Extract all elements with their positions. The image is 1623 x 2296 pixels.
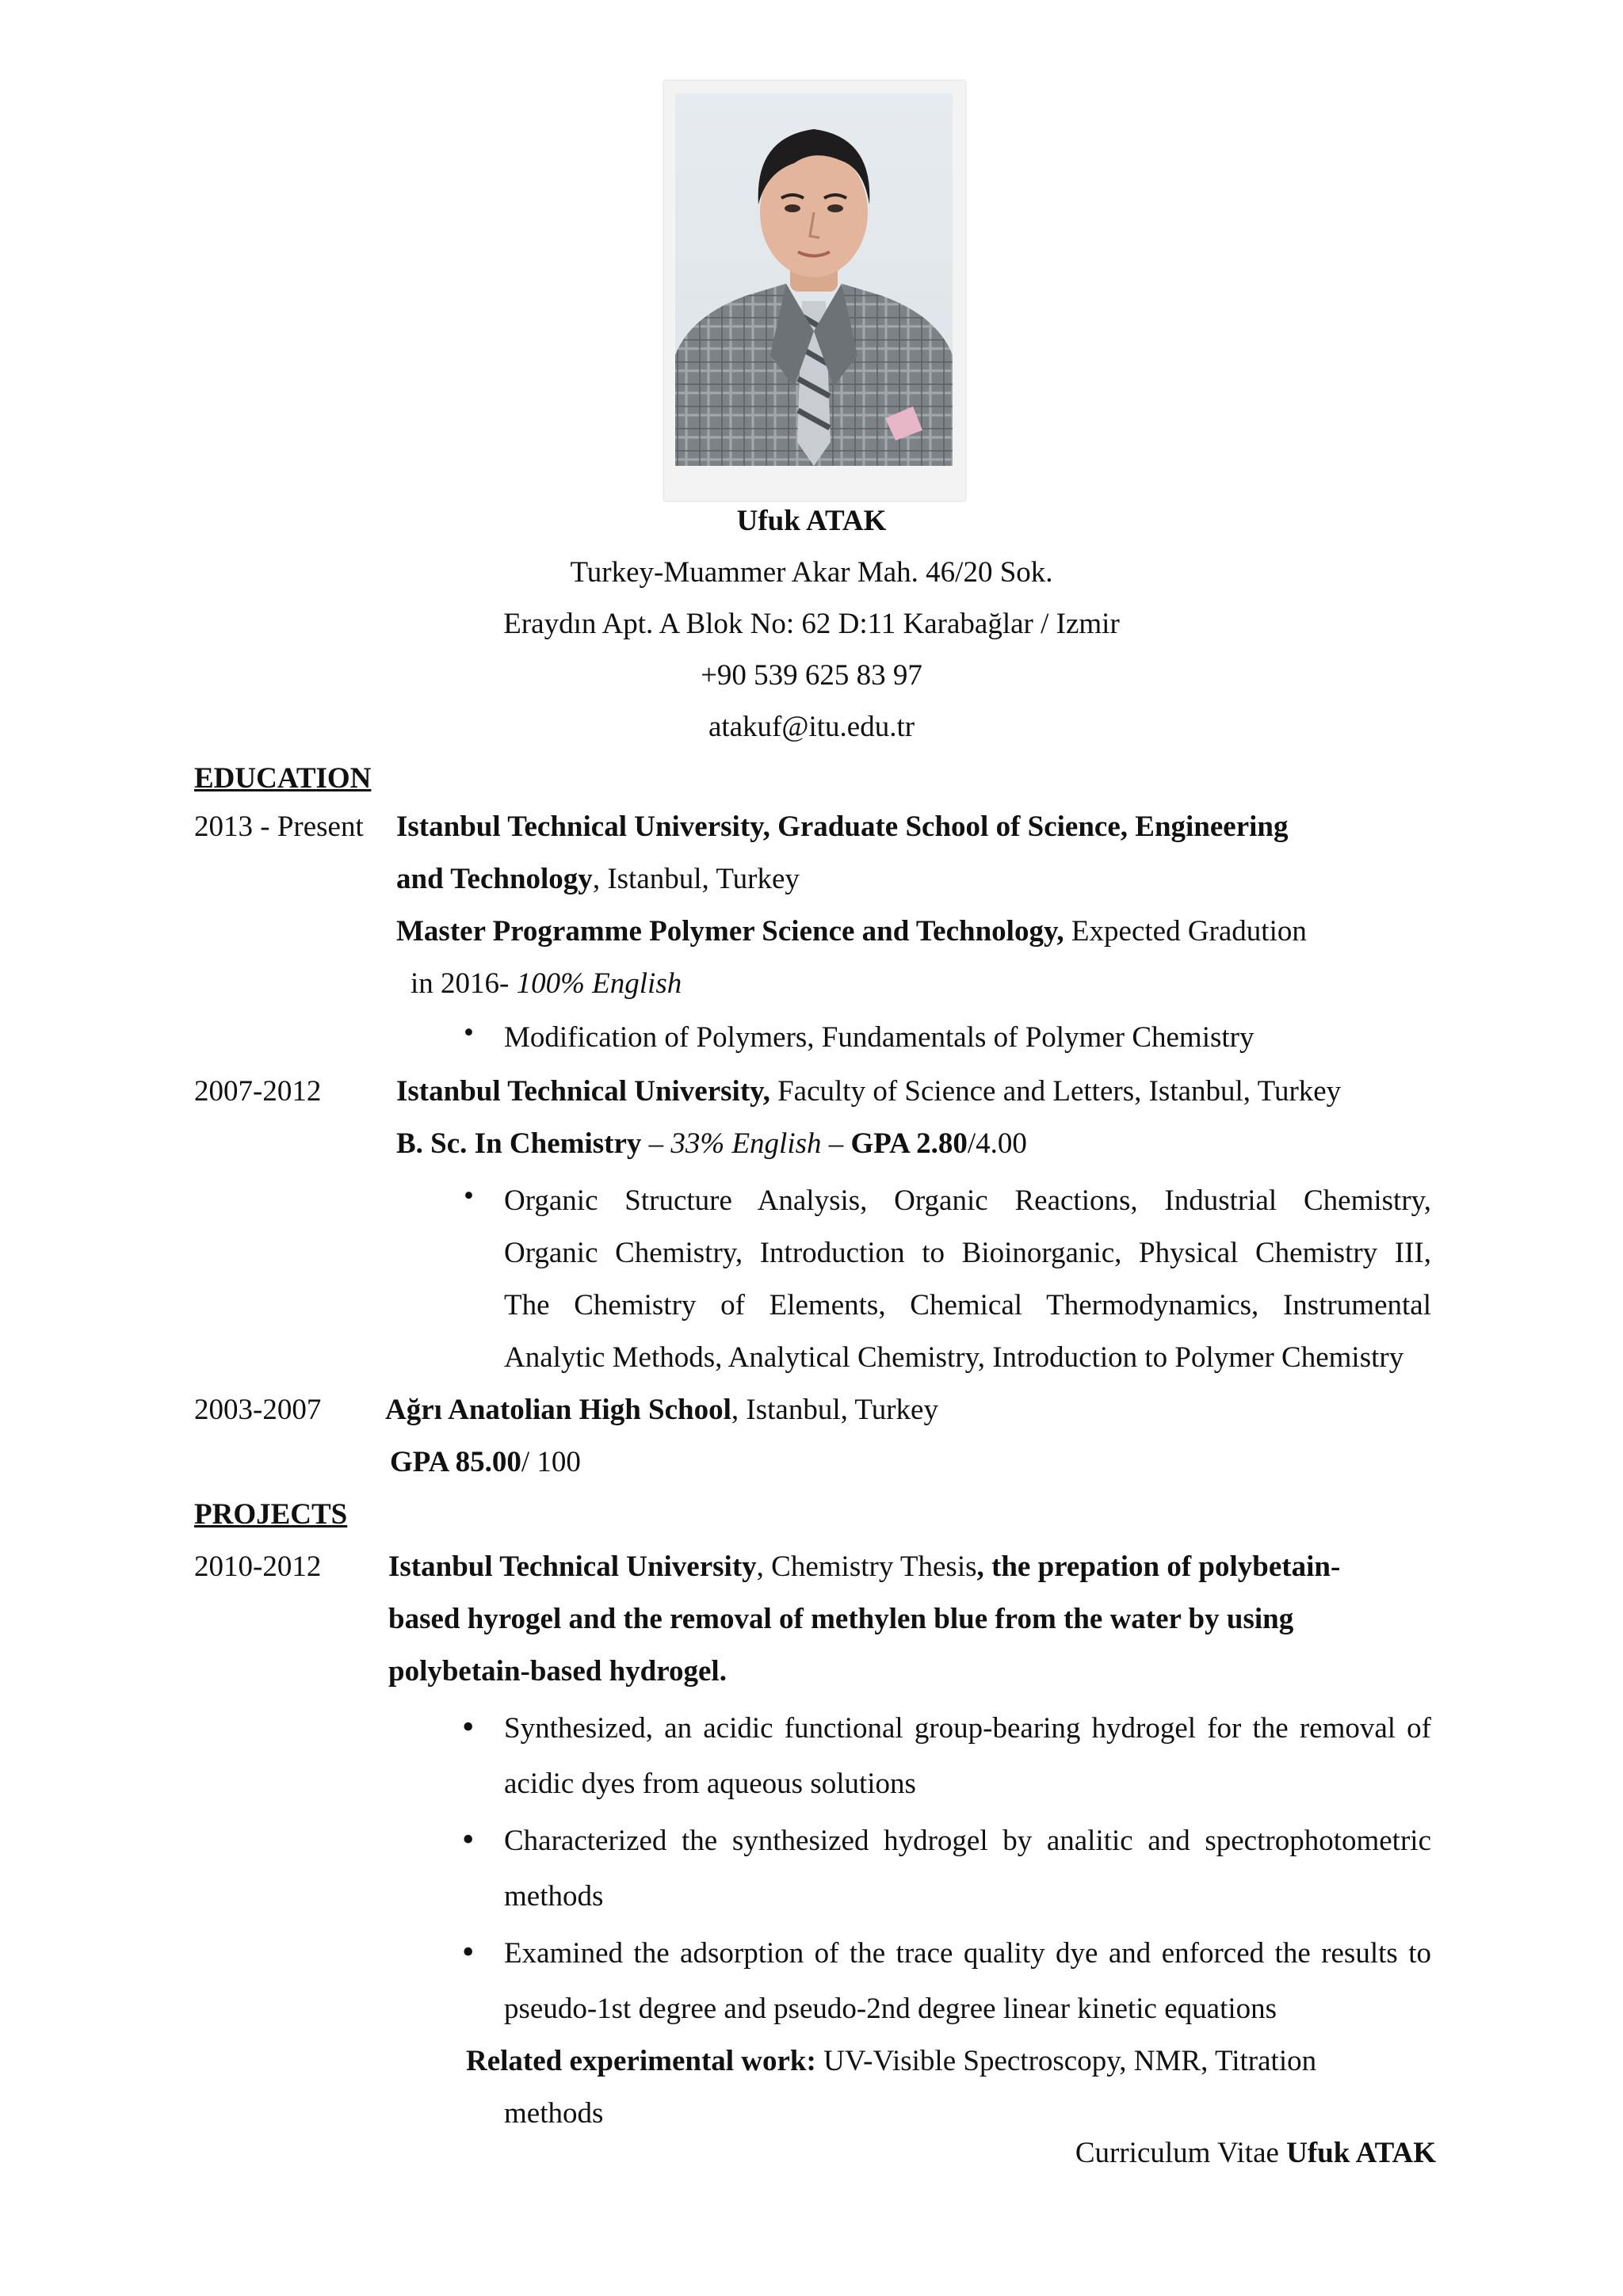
education-3-date: 2003-2007 xyxy=(194,1394,322,1426)
project-1-bullet-1-line-1: Synthesized, an acidic functional group-bearing hydrogel for the removal of xyxy=(504,1712,1431,1745)
project-1-related-work-line-2: methods xyxy=(504,2097,604,2130)
education-1-date: 2013 - Present xyxy=(194,810,364,843)
education-1-bullet-1: Modification of Polymers, Fundamentals of Polymer Chemistry xyxy=(504,1021,1254,1054)
project-1-line-1: Istanbul Technical University, Chemistry Thesis, the prepation of polybetain- xyxy=(388,1550,1341,1583)
education-1-line-1: Istanbul Technical University, Graduate School of Science, Engineering xyxy=(396,810,1289,843)
education-2-bullet-line-2: Organic Chemistry, Introduction to Bioinorganic, Physical Chemistry III, xyxy=(504,1237,1431,1269)
education-3-line-2: GPA 85.00/ 100 xyxy=(390,1446,581,1478)
education-1-line-2: and Technology, Istanbul, Turkey xyxy=(396,863,800,895)
project-1-bullet-1-line-2: acidic dyes from aqueous solutions xyxy=(504,1768,916,1800)
address-line-1: Turkey-Muammer Akar Mah. 46/20 Sok. xyxy=(570,556,1053,589)
education-3-line-1: Ağrı Anatolian High School, Istanbul, Turkey xyxy=(385,1394,938,1426)
bullet-icon: • xyxy=(462,1820,475,1859)
education-2-bullet-line-3: The Chemistry of Elements, Chemical Thermodynamics, Instrumental xyxy=(504,1289,1431,1322)
address-line-2: Eraydın Apt. A Blok No: 62 D:11 Karabağlar / Izmir xyxy=(503,608,1120,640)
project-1-bullet-2-line-1: Characterized the synthesized hydrogel by analitic and spectrophotometric xyxy=(504,1825,1431,1857)
bullet-icon: • xyxy=(464,1016,474,1049)
phone-number: +90 539 625 83 97 xyxy=(701,659,922,692)
project-1-bullet-2-line-2: methods xyxy=(504,1880,604,1913)
project-1-line-2: based hyrogel and the removal of methylen blue from the water by using xyxy=(388,1603,1294,1635)
email-address: atakuf@itu.edu.tr xyxy=(708,711,915,743)
education-2-line-1: Istanbul Technical University, Faculty of Science and Letters, Istanbul, Turkey xyxy=(396,1075,1342,1108)
project-1-bullet-3-line-2: pseudo-1st degree and pseudo-2nd degree linear kinetic equations xyxy=(504,1993,1277,2025)
project-1-line-3: polybetain-based hydrogel. xyxy=(388,1655,727,1688)
projects-heading: PROJECTS xyxy=(194,1498,348,1531)
education-1-line-3: Master Programme Polymer Science and Technology, Expected Gradution xyxy=(396,915,1307,948)
candidate-name: Ufuk ATAK xyxy=(736,505,887,537)
project-1-date: 2010-2012 xyxy=(194,1550,322,1583)
profile-photo-frame xyxy=(664,81,965,501)
education-2-bullet-line-1: Organic Structure Analysis, Organic Reactions, Industrial Chemistry, xyxy=(504,1184,1431,1217)
footer-label: Curriculum Vitae Ufuk ATAK xyxy=(1075,2137,1436,2169)
education-2-date: 2007-2012 xyxy=(194,1075,322,1108)
bullet-icon: • xyxy=(462,1932,475,1971)
education-2-line-2: B. Sc. In Chemistry – 33% English – GPA 2.80/4.00 xyxy=(396,1127,1027,1160)
project-1-bullet-3-line-1: Examined the adsorption of the trace quality dye and enforced the results to xyxy=(504,1937,1431,1970)
bullet-icon: • xyxy=(462,1707,475,1746)
bullet-icon: • xyxy=(464,1180,474,1212)
profile-photo xyxy=(675,93,953,466)
project-1-related-work: Related experimental work: UV-Visible Spectroscopy, NMR, Titration xyxy=(466,2045,1317,2077)
education-1-line-4: in 2016- 100% English xyxy=(411,967,682,1000)
education-2-bullet-line-4: Analytic Methods, Analytical Chemistry, Introduction to Polymer Chemistry xyxy=(504,1341,1404,1374)
education-heading: EDUCATION xyxy=(194,762,372,795)
